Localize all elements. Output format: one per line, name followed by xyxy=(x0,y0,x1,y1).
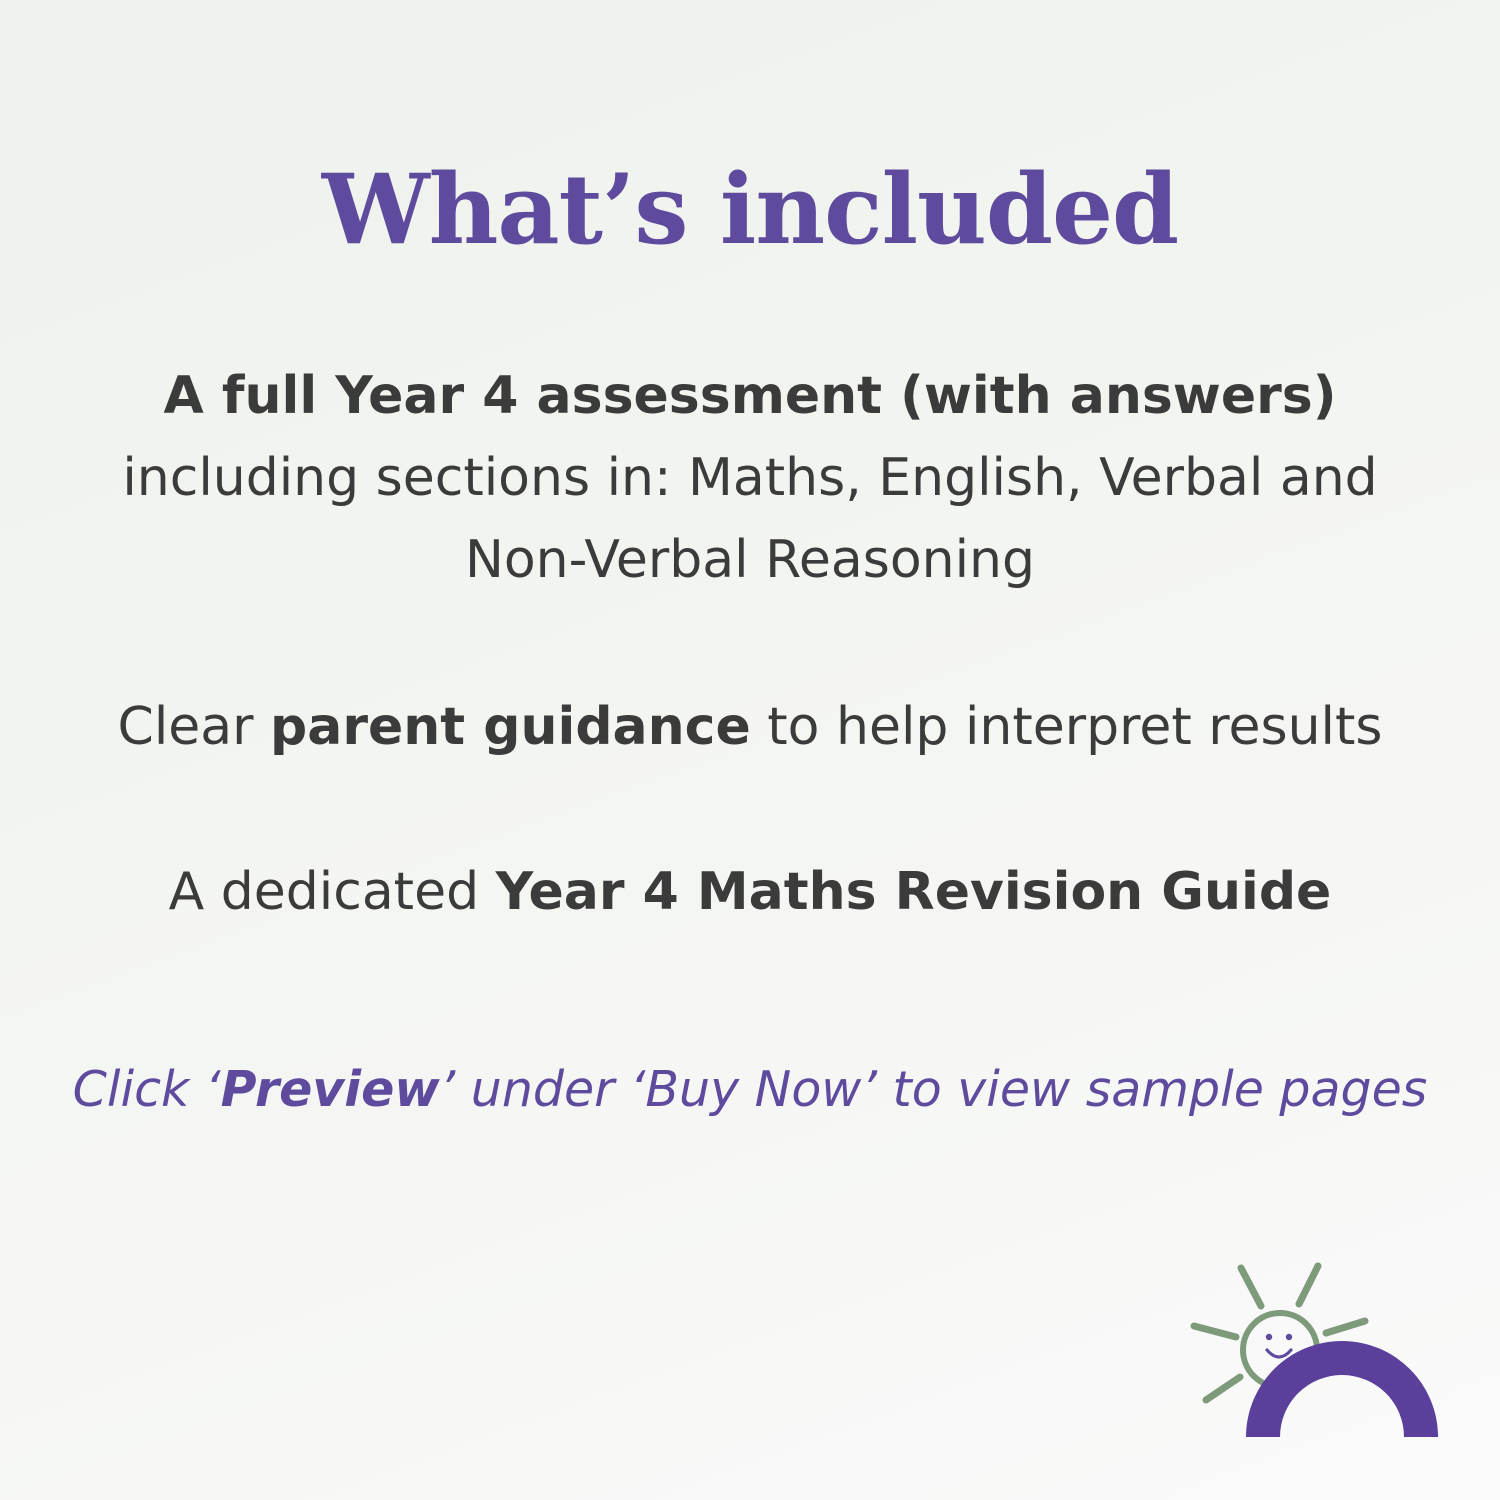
preview-call-to-action xyxy=(40,1050,1460,1130)
sun-smile xyxy=(1267,1350,1291,1357)
revision-pre-text: A dedicated xyxy=(168,862,496,922)
revision-bold-text: Year 4 Maths Revision Guide xyxy=(495,862,1332,922)
guidance-pre-text: Clear xyxy=(117,697,271,757)
included-item-revision-guide xyxy=(60,851,1440,933)
guidance-post-text: to help interpret results xyxy=(750,697,1383,757)
cta-preview-text: Preview xyxy=(220,1061,440,1118)
smiling-sun-over-rainbow-icon xyxy=(1180,1255,1450,1450)
cta-pre-text: Click ‘ xyxy=(72,1061,221,1118)
assessment-sections-line-2: Non-Verbal Reasoning xyxy=(464,530,1036,590)
page-title: What’s included xyxy=(321,153,1179,266)
sun-left-eye xyxy=(1266,1334,1272,1340)
cta-post-text: ’ under ‘Buy Now’ to view sample pages xyxy=(439,1061,1428,1118)
assessment-sections-line-1: including sections in: Maths, English, Verbal and xyxy=(122,448,1378,508)
sun-right-eye xyxy=(1286,1334,1292,1340)
included-item-parent-guidance xyxy=(60,686,1440,768)
included-item-assessment xyxy=(60,355,1440,601)
guidance-bold-text: parent guidance xyxy=(270,697,751,757)
assessment-heading: A full Year 4 assessment (with answers) xyxy=(163,366,1337,426)
